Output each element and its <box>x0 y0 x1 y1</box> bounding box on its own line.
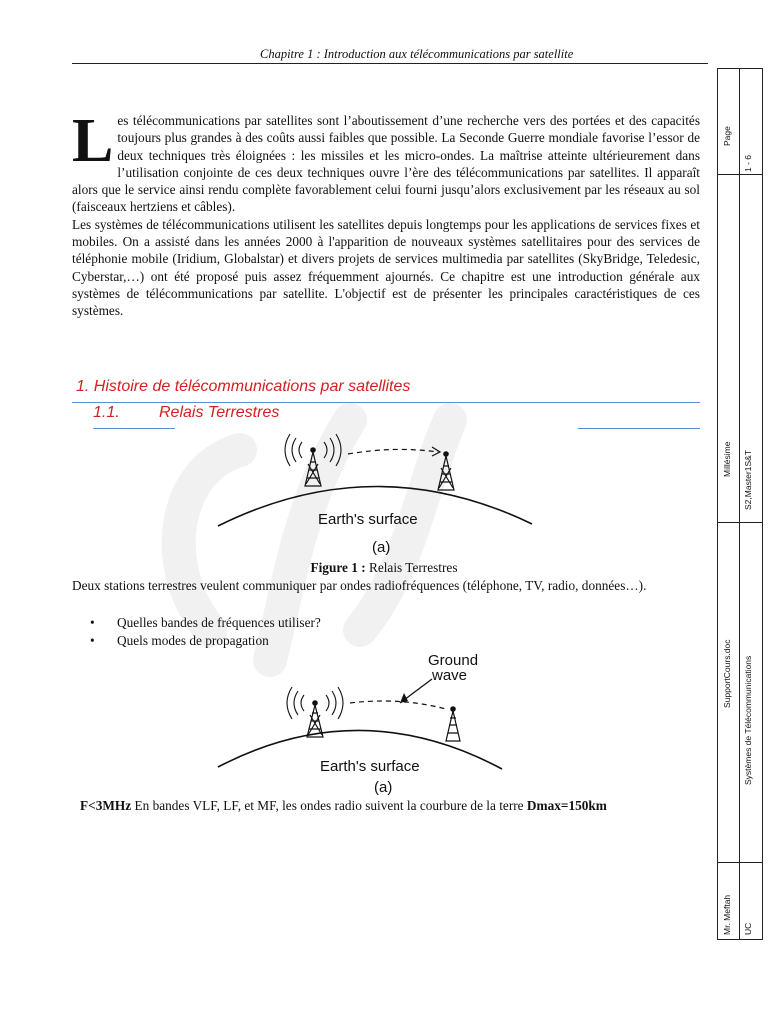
subsection-rule <box>93 428 175 429</box>
subsection-title: Relais Terrestres <box>159 404 280 421</box>
course-name: Systèmes de Télécommunications <box>743 655 753 785</box>
figure-relay-diagram <box>210 428 540 558</box>
millesime-value: S2,Master1S&T <box>743 450 753 510</box>
figure-panel-label: (a) <box>372 539 391 556</box>
subsection-number: 1.1. <box>93 404 120 421</box>
body-paragraph: Deux stations terrestres veulent communiquer par ondes radiofréquences (téléphone, TV, radio, données…). <box>72 578 647 593</box>
side-info-hline <box>717 522 763 523</box>
drop-cap: L <box>72 107 114 175</box>
figure-caption <box>0 560 768 576</box>
document-filename: SupportCours.doc <box>722 639 732 708</box>
frequency-description: En bandes VLF, LF, et MF, les ondes radio suivent la courbure de la terre <box>131 798 527 813</box>
subsection-heading <box>93 404 279 422</box>
figure-ground-wave-diagram <box>210 645 510 795</box>
frequency-statement <box>80 798 607 814</box>
subsection-rule <box>578 428 700 429</box>
figure-caption-text: Relais Terrestres <box>365 560 458 575</box>
author-name: Mr. Meftah <box>722 894 732 935</box>
frequency-limit: F<3MHz <box>80 798 132 813</box>
page-label: Page <box>722 126 732 146</box>
ground-wave-label: Ground <box>428 652 479 669</box>
side-info-hline <box>717 862 763 863</box>
earth-surface-label: Earth's surface <box>320 758 420 775</box>
page-value: 1 - 6 <box>743 154 753 172</box>
side-info-hline <box>717 174 763 175</box>
chapter-header: Chapitre 1 : Introduction aux télécommunications par satellite <box>260 47 574 61</box>
intro-section <box>72 107 700 320</box>
antenna-tower-icon <box>438 452 454 490</box>
section-heading: 1. Histoire de télécommunications par satellites <box>76 378 411 395</box>
ground-wave-label: wave <box>432 667 468 684</box>
section-heading-rule <box>72 402 700 403</box>
header-rule <box>72 63 708 64</box>
figure-caption-prefix: Figure 1 : <box>310 560 366 575</box>
max-distance: Dmax=150km <box>526 798 607 813</box>
earth-surface-label: Earth's surface <box>318 511 418 528</box>
side-info-frame <box>717 68 763 940</box>
antenna-tower-icon <box>307 701 323 737</box>
millesime-label: Millésime <box>722 441 732 477</box>
unit-code: UC <box>743 922 753 935</box>
signal-path-arrow <box>348 449 438 454</box>
intro-paragraph-2: Les systèmes de télécommunications utilisent les satellites depuis longtemps pour les applications de services fixes et mobiles. On a assisté dans les années 2000 à l'apparition de nouveaux systèmes satellitaires pour des services de téléphonie mobile (Iridium, Globalstar) et divers projets de services multimedia par satellites (SkyBridge, Teledesic, Cyberstar,…) ont été proposé puis assez fréquemment ajournés. Ce chapitre est une introduction générale aux systèmes de télécommunications par satellite. L'objectif est de présenter les principales caractéristiques de ces systèmes. <box>72 216 700 319</box>
side-info-divider <box>739 68 740 940</box>
intro-paragraph-1: es télécommunications par satellites sont l’aboutissement d’une recherche vers des portées et des capacités toujours plus grandes à des coûts aussi faibles que possible. La Seconde Guerre mondiale favorise l’essor de deux techniques très éloignées : les missiles et les micro-ondes. La maîtrise atteinte ultérieurement dans l’utilisation conjointe de ces deux techniques ouvre l’ère des télécommunications par satellites. Il apparaît alors que le service ainsi rendu complète favorablement celui fourni jusqu’alors exclusivement par les réseaux au sol (faisceaux hertziens et câbles). <box>72 113 700 215</box>
antenna-tower-icon <box>305 448 321 486</box>
antenna-tower-icon <box>446 707 460 741</box>
ground-wave-path <box>350 701 446 709</box>
figure-panel-label: (a) <box>374 779 393 795</box>
list-item: • Quelles bandes de fréquences utiliser? <box>90 614 321 632</box>
list-item: • Quels modes de propagation <box>90 632 321 650</box>
